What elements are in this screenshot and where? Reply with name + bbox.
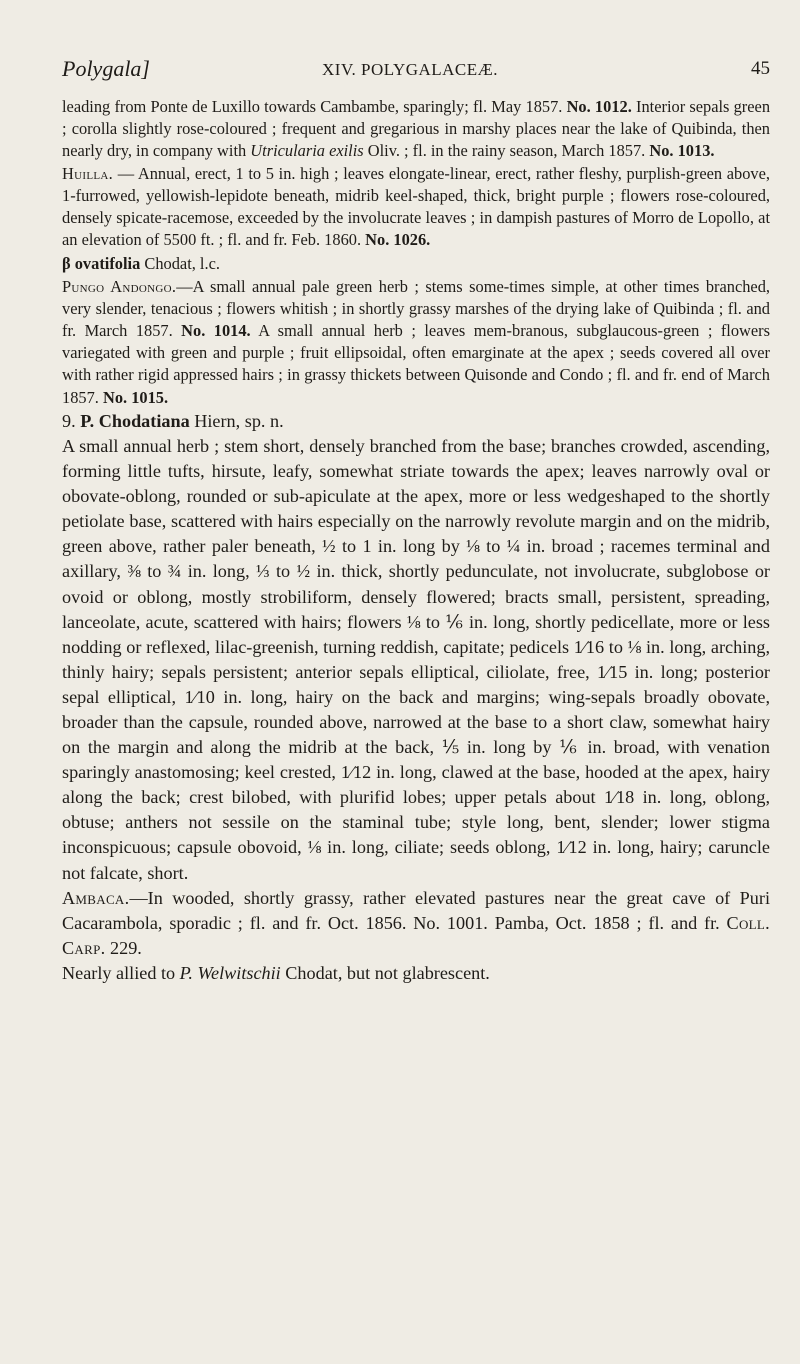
specimen-number: No. 1014.	[181, 321, 251, 341]
header-family: XIV. POLYGALACEÆ.	[322, 60, 499, 79]
specimen-number: No. 1015.	[102, 387, 169, 407]
species-name-italic: P. Welwitschii	[179, 962, 281, 983]
page-body	[62, 96, 770, 986]
paragraph-pungo-andongo: Pungo Andongo.—A small annual pale green herb ; stems some-times simple, at other times branched, very slender, tenacious ; flowers whitish ; in shortly grassy marshes of the drying lake of Quibinda ; fl. and fr. March 1857. No. 1014. A small annual herb ; leaves mem-branous, subglaucous-green ; flowers variegated with green and purple ; fruit ellipsoidal, often emarginate at the apex ; seeds covered all over with rather rigid appressed hairs ; in grassy thickets between Quisonde and Condo ; fl. and fr. end of March 1857. No. 1015.	[62, 276, 771, 407]
specimen-number: No. 1013.	[649, 141, 715, 161]
variety-name: β ovatifolia	[62, 254, 141, 274]
paragraph-huilla: Huilla. — Annual, erect, 1 to 5 in. high ; leaves elongate-linear, erect, rather fleshy, purplish-green above, 1-furrowed, yellowish-lepidote beneath, midrib keel-shaped, thick, bright purple ; flowers rose-coloured, densely spicate-racemose, exceeded by the involucrate leaves ; in dampish pastures of Morro de Lopollo, at an elevation of 5500 ft. ; fl. and fr. Feb. 1860. No. 1026.	[62, 163, 770, 250]
specimen-number: No. 1012.	[566, 97, 632, 116]
locality-name: Ambaca.	[62, 887, 130, 908]
species-name-italic: Utricularia exilis	[250, 141, 364, 161]
paragraph-ambaca: Ambaca.—In wooded, shortly grassy, rather elevated pastures near the great cave of Puri Cacarambola, sporadic ; fl. and fr. Oct. 1856. No. 1001. Pamba, Oct. 1858 ; fl. and fr. Coll. Carp. 229.	[62, 887, 770, 958]
species-number: 9.	[62, 410, 76, 431]
header-genus: Polygala]	[62, 56, 150, 81]
specimen-number: No. 1026.	[365, 230, 431, 250]
species-heading	[62, 409, 770, 434]
species-description: A small annual herb ; stem short, densely branched from the base; branches crowded, ascending, forming little tufts, hirsute, leafy, somewhat striate towards the apex; leaves narrowly oval or obovate-oblong, rounded or sub-apiculate at the apex, more or less wedgeshaped to the shortly petiolate base, scattered with hairs especially on the narrowly revolute margin and on the midrib, green above, rather paler beneath, ½ to 1 in. long by ⅛ to ¼ in. broad ; racemes terminal and axillary, ⅜ to ¾ in. long, ⅓ to ½ in. thick, shortly pedunculate, not involucrate, subglobose or ovoid or oblong, mostly strobiliform, densely flowered; bracts small, persistent, spreading, lanceolate, acute, scattered with hairs; flowers ⅛ to ⅙ in. long, shortly pedicellate, more or less nodding or reflexed, lilac-greenish, turning reddish, capitate; pedicels 1⁄16 to ⅛ in. long, arching, thinly hairy; sepals persistent; anterior sepals elliptical, ciliolate, free, 1⁄15 in. long; posterior sepal elliptical, 1⁄10 in. long, hairy on the back and margins; wing-sepals broadly obovate, broader than the capsule, rounded above, narrowed at the base to a short claw, somewhat hairy on the margin and along the midrib at the back, ⅕ in. long by ⅙ in. broad, with venation sparingly anastomosing; keel crested, 1⁄12 in. long, clawed at the base, hooded at the apex, hairy along the back; crest bilobed, with plurifid lobes; upper petals about 1⁄18 in. long, oblong, obtuse; anthers not sessile on the staminal tube; style long, bent, slender; lower stigma inconspicuous; capsule obovoid, ⅛ in. long, ciliate; seeds oblong, 1⁄12 in. long, hairy; caruncle not falcate, short.	[62, 435, 770, 883]
species-authority: Hiern, sp. n.	[189, 410, 284, 431]
page-number: 45	[751, 58, 770, 79]
running-header	[62, 56, 770, 90]
affinity-note: Nearly allied to P. Welwitschii Chodat, but not glabrescent.	[62, 962, 490, 983]
locality-name: Huilla.	[62, 163, 114, 183]
species-name: P. Chodatiana	[75, 410, 190, 431]
variety-heading	[62, 253, 770, 275]
locality-name: Pungo Andongo.	[62, 276, 177, 296]
paragraph-continuation: leading from Ponte de Luxillo towards Cambambe, sparingly; fl. May 1857. No. 1012. Interior sepals green ; corolla slightly rose-coloured ; frequent and gregarious in marshy places near the lake of Quibinda, then nearly dry, in company with Utricularia exilis Oliv. ; fl. in the rainy season, March 1857. No. 1013.	[62, 97, 771, 161]
variety-authority: Chodat, l.c.	[140, 254, 220, 274]
collection-name: Coll. Carp.	[62, 912, 770, 958]
